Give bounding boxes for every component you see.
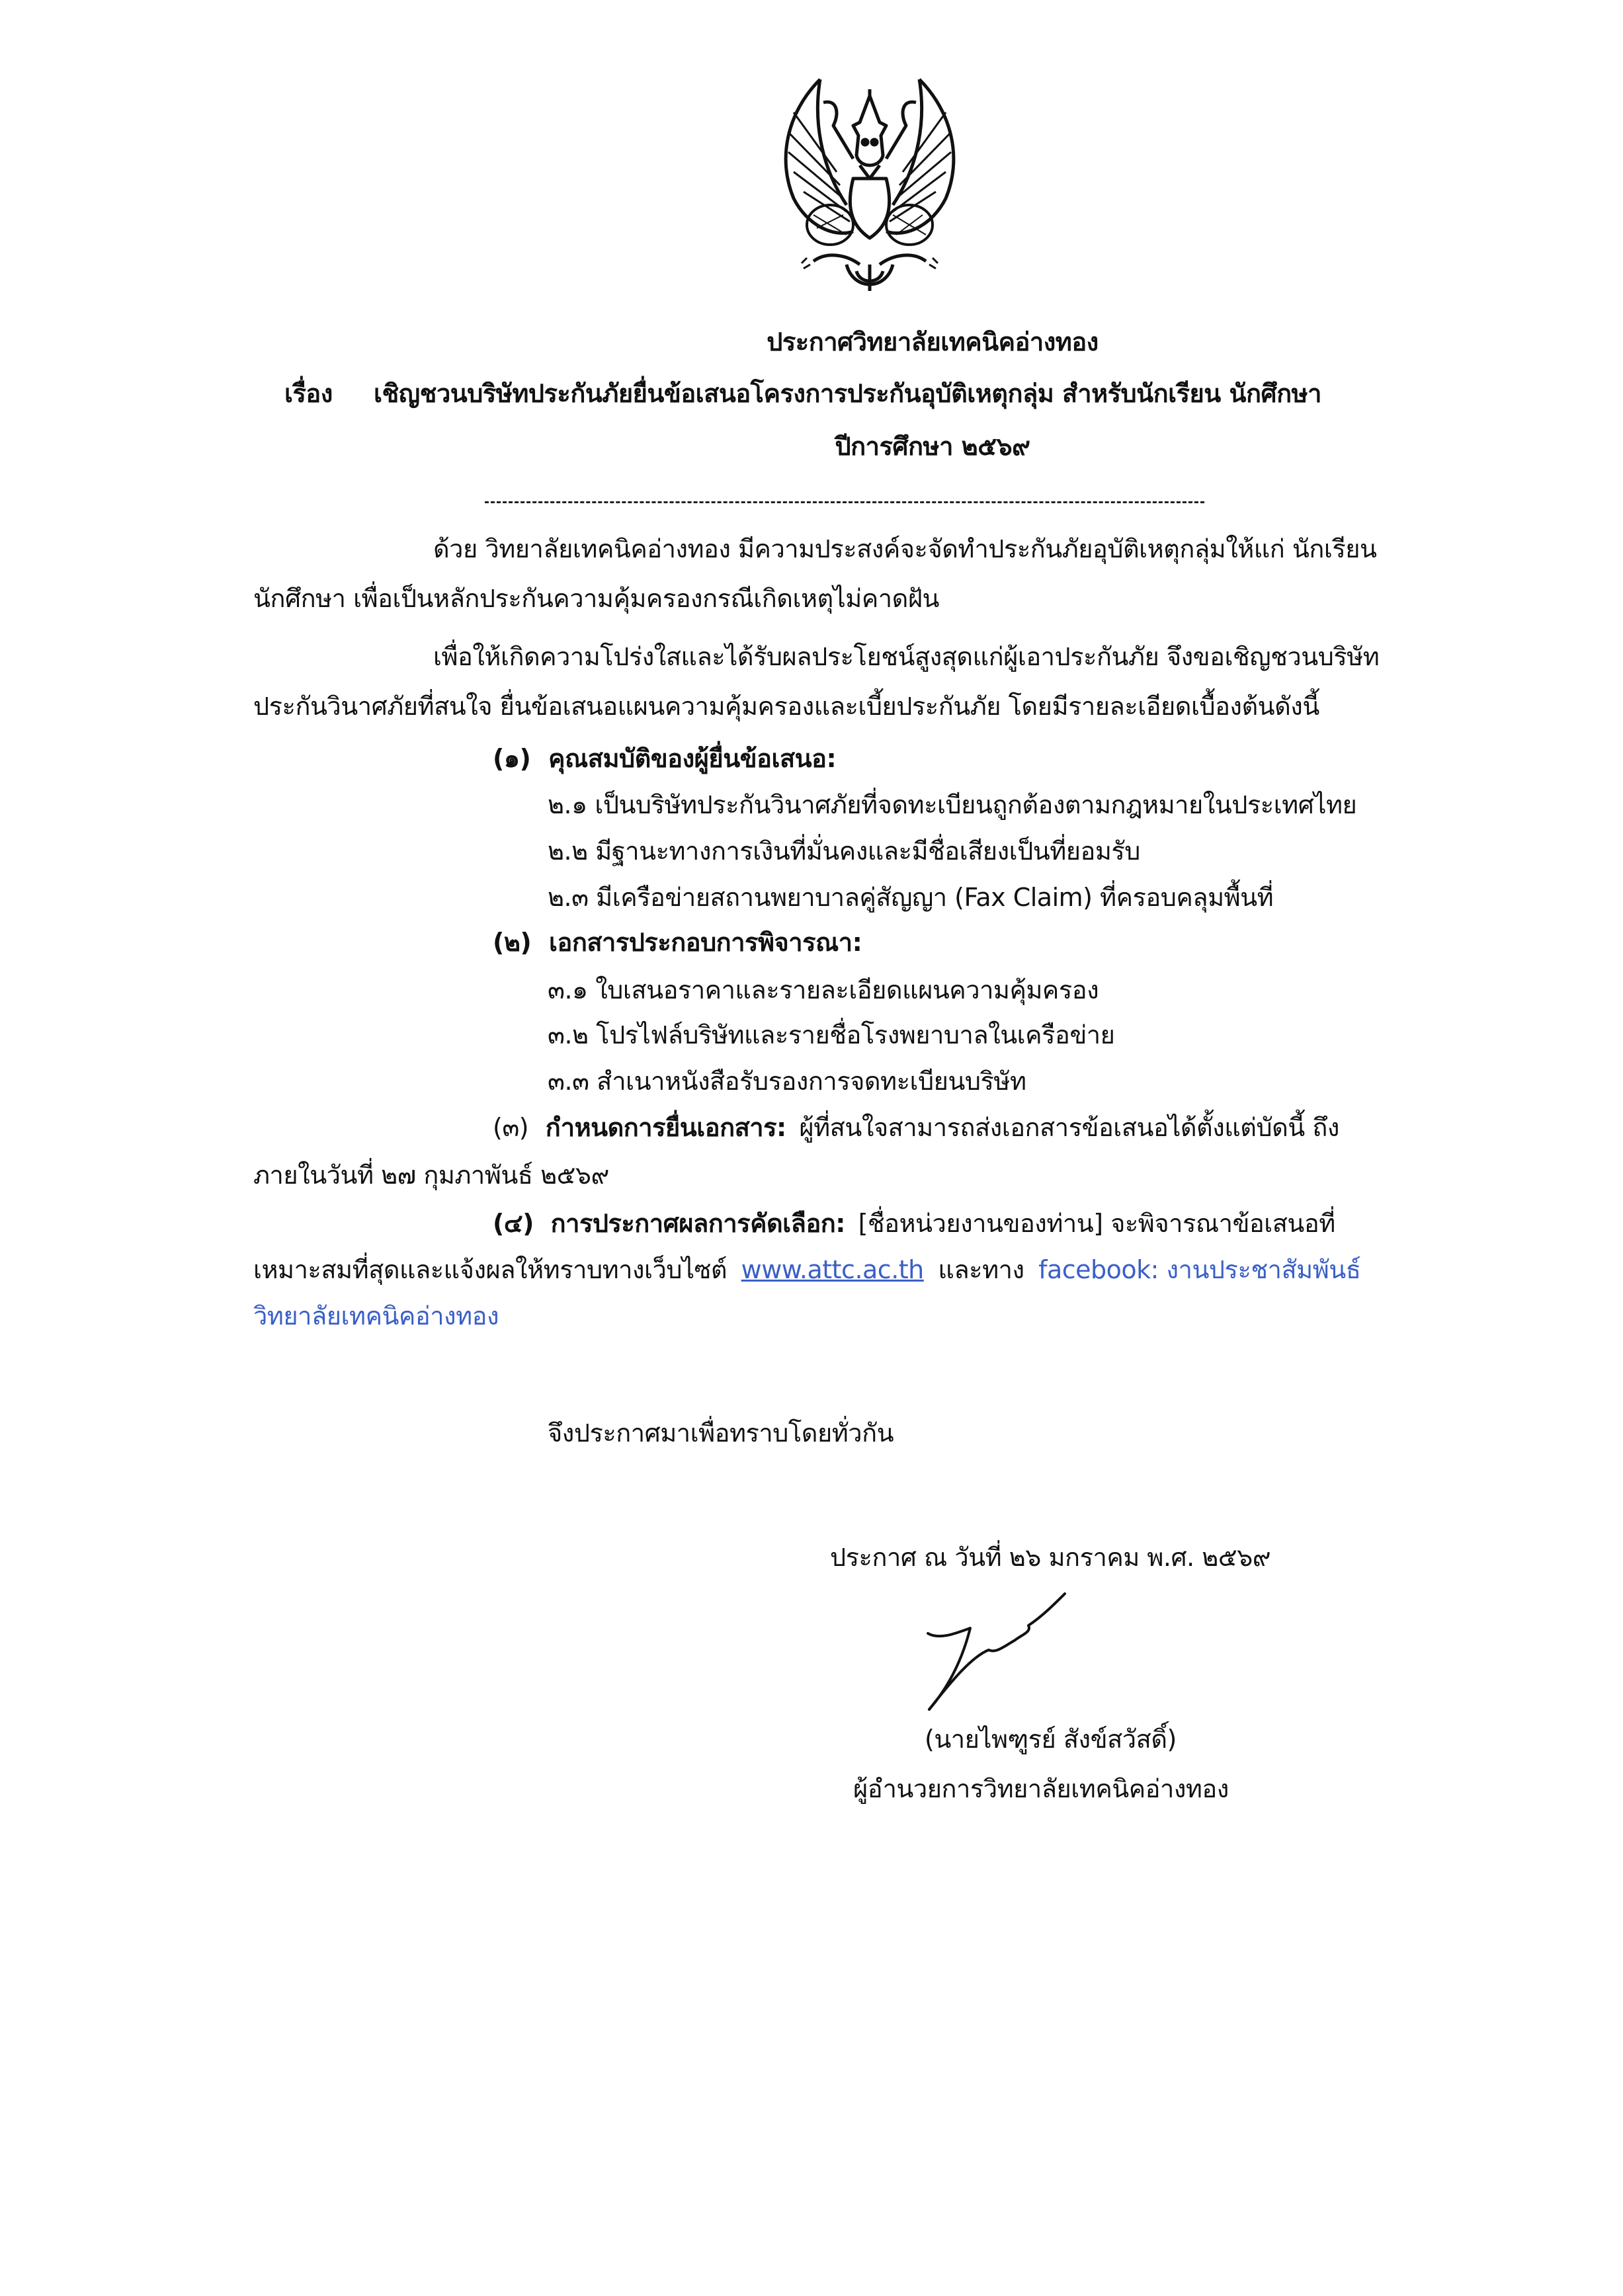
closing-statement: จึงประกาศมาเพื่อทราบโดยทั่วกัน xyxy=(548,1418,894,1448)
website-link[interactable]: www.attc.ac.th xyxy=(741,1255,924,1284)
announcement-date: ประกาศ ณ วันที่ ๒๖ มกราคม พ.ศ. ๒๕๖๙ xyxy=(830,1543,1271,1572)
section-4-and-text: และทาง xyxy=(938,1255,1024,1284)
para2-line1: เพื่อให้เกิดความโปร่งใสและได้รับผลประโยชน์สูงสุดแก่ผู้เอาประกันภัย จึงขอเชิญชวนบริษัท xyxy=(433,642,1380,671)
section-1-item-3: ๒.๓ มีเครือข่ายสถานพยาบาลคู่สัญญา (Fax Claim) ที่ครอบคลุมพื้นที่ xyxy=(548,883,1274,912)
signatory-name: (นายไพฑูรย์ สังข์สวัสดิ์) xyxy=(925,1725,1177,1754)
section-2 xyxy=(493,926,862,959)
section-1 xyxy=(493,742,836,775)
garuda-emblem-icon xyxy=(774,73,966,298)
section-3-text-line2: ภายในวันที่ ๒๗ กุมภาพันธ์ ๒๕๖๙ xyxy=(253,1161,609,1190)
signatory-position: ผู้อำนวยการวิทยาลัยเทคนิคอ่างทอง xyxy=(853,1774,1229,1803)
section-1-item-2: ๒.๒ มีฐานะทางการเงินที่มั่นคงและมีชื่อเสียงเป็นที่ยอมรับ xyxy=(548,837,1140,866)
section-2-item-2: ๓.๒ โปรไฟล์บริษัทและรายชื่อโรงพยาบาลในเครือข่าย xyxy=(548,1020,1115,1049)
handwritten-signature-icon xyxy=(923,1587,1075,1719)
facebook-link[interactable]: facebook: งานประชาสัมพันธ์ xyxy=(1038,1255,1361,1284)
section-4-text: [ชื่อหน่วยงานของท่าน] จะพิจารณาข้อเสนอที่ xyxy=(858,1209,1335,1238)
section-2-heading: เอกสารประกอบการพิจารณา: xyxy=(549,928,862,957)
subject-line-2: ปีการศึกษา ๒๕๖๙ xyxy=(835,432,1030,461)
subject-label: เรื่อง xyxy=(284,379,333,408)
section-1-heading: คุณสมบัติของผู้ยื่นข้อเสนอ: xyxy=(548,744,837,773)
subject-line-1: เชิญชวนบริษัทประกันภัยยื่นข้อเสนอโครงการประกันอุบัติเหตุกลุ่ม สำหรับนักเรียน นักศึกษา xyxy=(374,379,1322,408)
section-4-number: (๔) xyxy=(493,1209,534,1238)
para1-line2: นักศึกษา เพื่อเป็นหลักประกันความคุ้มครองกรณีเกิดเหตุไม่คาดฝัน xyxy=(253,584,940,613)
section-3-number: (๓) xyxy=(493,1113,529,1142)
section-2-number: (๒) xyxy=(493,928,532,957)
dashed-separator xyxy=(485,501,1204,503)
announcement-title: ประกาศวิทยาลัยเทคนิคอ่างทอง xyxy=(767,327,1099,356)
section-3 xyxy=(493,1111,1339,1144)
facebook-link-line2[interactable]: วิทยาลัยเทคนิคอ่างทอง xyxy=(253,1301,499,1331)
para2-line2: ประกันวินาศภัยที่สนใจ ยื่นข้อเสนอแผนความคุ้มครองและเบี้ยประกันภัย โดยมีรายละเอียดเบื้องต้นดังนี้ xyxy=(253,692,1319,721)
section-4-line2 xyxy=(253,1253,1360,1286)
para1-line1: ด้วย วิทยาลัยเทคนิคอ่างทอง มีความประสงค์จะจัดทำประกันภัยอุบัติเหตุกลุ่มให้แก่ นักเรียน xyxy=(433,534,1377,563)
section-2-item-3: ๓.๓ สำเนาหนังสือรับรองการจดทะเบียนบริษัท xyxy=(548,1067,1026,1096)
section-1-item-1: ๒.๑ เป็นบริษัทประกันวินาศภัยที่จดทะเบียนถูกต้องตามกฎหมายในประเทศไทย xyxy=(548,790,1357,819)
section-3-heading: กำหนดการยื่นเอกสาร: xyxy=(545,1113,786,1142)
section-4 xyxy=(493,1207,1335,1240)
section-3-text: ผู้ที่สนใจสามารถส่งเอกสารข้อเสนอได้ตั้งแต่บัดนี้ ถึง xyxy=(799,1113,1339,1142)
section-4-text-line2: เหมาะสมที่สุดและแจ้งผลให้ทราบทางเว็บไซต์ xyxy=(253,1255,728,1284)
section-2-item-1: ๓.๑ ใบเสนอราคาและรายละเอียดแผนความคุ้มครอง xyxy=(548,975,1099,1004)
section-4-heading: การประกาศผลการคัดเลือก: xyxy=(550,1209,845,1238)
section-1-number: (๑) xyxy=(493,744,531,773)
